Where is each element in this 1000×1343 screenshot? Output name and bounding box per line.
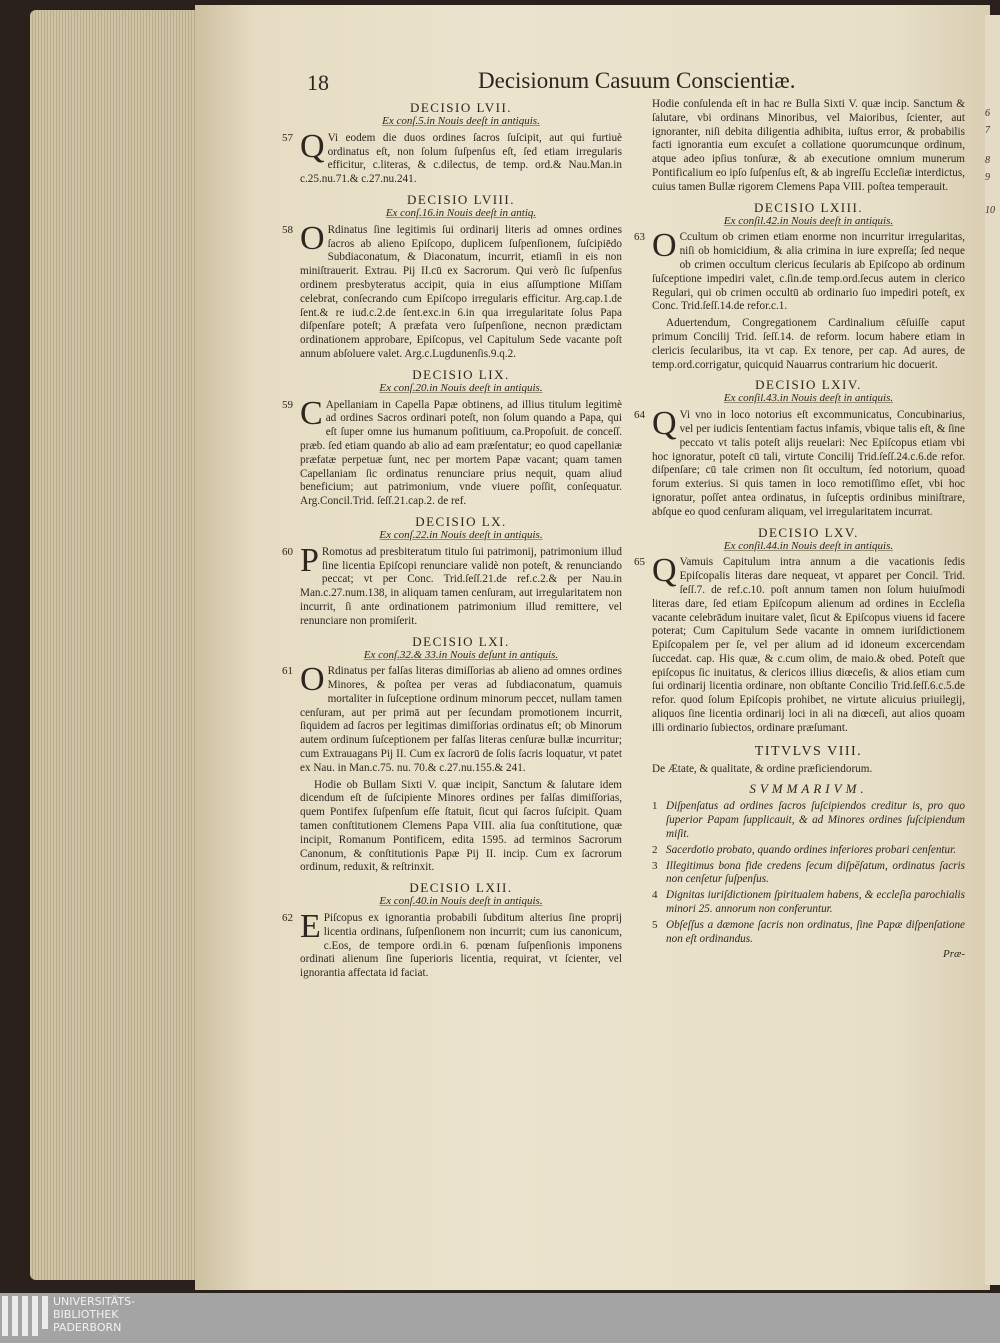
drop-initial: O [652, 227, 677, 265]
drop-initial: P [300, 541, 319, 579]
paragraph [634, 227, 965, 314]
decisio-source: Ex conſil.43.in Nouis deeſt in antiquis. [723, 392, 894, 405]
paragraph-text: Aduertendum, Congregationem Cardinalium cēſuiſſe caput primum Concilij Trid. ſeſſ.14. de reform. locum habere etiam in clericis ſecularibus, ita vt cap. Ex tenore, per cap. Ad aures, de temp.ord.corrigatur, quicquid Nauarrus contrarium hic docuerit. [652, 317, 965, 371]
decisio [282, 366, 622, 509]
drop-initial: O [300, 661, 325, 699]
margin-number: 60 [282, 545, 293, 558]
decisio-source: Ex conſ.40.in Nouis deeſt in antiquis. [379, 895, 543, 908]
drop-initial: O [300, 219, 325, 257]
margin-number: 61 [282, 665, 293, 678]
paragraph-text: Rdinatus per falſas literas dimiſſorias ab alieno ad omnes ordines Minores, & poſtea per veras ad ſubdiaconatum, quamuis mortaliter in ſuſceptione ordinum minorum peccet, nullam tamen cenſuram, aut per primā aut per ſecundam promotionem incurrit, ſiquidem ad ſacros per legitimas dimiſſorias ordinatus eſt; ob Minorum autem ordinum ſuſceptionem per falſas literas cenſuræ bullæ incurritur; cum Extrauagans Pij II. Cum ex ſacrorū de ſolis ſacris loquatur, vt patet ex Nau. in Man.c.75. nu. 70.& c.27.nu.155.& 241. [300, 665, 622, 774]
paragraph-text: Rdinatus ſine legitimis ſui ordinarij literis ad omnes ordines ſacros ab alieno Epiſcopo, duplicem ſuſpenſionem, ſuſcipiēdo Subdiaconatum, & Diaconatum, incurrit, etiamſi in eis non miniſtrauerit. Extrau. Pij II.cū ex Sacrorum. Qui verò ſic ſuſpenſus ordinem presbyteratus accipit, quia in eius aſſumptione Miſſam celebrat, conſecrando cum Epiſcopo irregularis efficitur. Arg.cap.1.de ſent.& re iud.c.2.de ſent.exc.in 6.in qua irregularitate ſolus Papa diſpenſare poteſt; A præfata vero ſuſpenſione, necnon prædictam ordinationem approbare, Epiſcopus, vel Capitulum Sede vacante poſt annum abſoluere valet. Arg.c.Lugdunenſis.9.q.2. [300, 223, 622, 360]
paragraph-text: Vi vno in loco notorius eſt excommunicatus, Concubinarius, vel per iudicis ſententiam factus infamis, vbique talis eſt, & ſine peccato vt talis poteſt alijs reuelari: Nec Epiſcopus etiam vbi hoc ignoratur, poteſt cū tali, virtute Concilij Trid.ſeſſ.24.c.6.de refor. diſpenſare; cū tale crimen non ſit occultum, ſed notorium, quoad forum exterius. Si quis tamen in loco remotiſſimo eſſet, vbi hoc ignoratur, poſſet antea ordinatus, in ſuſceptis ordinibus miniſtrare, abſque eo quod cenſuram aliquam, vel irregularitatem incurrat. [652, 409, 965, 518]
decisio-heading: DECISIO LXI. [412, 633, 510, 649]
paragraph-text: Romotus ad presbiteratum titulo ſui patrimonij, patrimonium illud ſine licentia Epiſcopi renunciare validè non poteſt, & renunciando peccat; vt per Conc. Trid.ſeſſ.21.de ref.c.2.& per Nau.in Man.c.27.num.138, in aliquam tamen cenſuram, aut irregularitatem non incurrit, ſi ante ordinationem patrimonium illud remittere, vel renunciare non promiſerit. [300, 545, 622, 627]
item-text: Dignitas iuriſdictionem ſpiritualem habens, & eccleſia parochialis minori 25. annorum non conferuntur. [666, 889, 965, 916]
logo-line: PADERBORN [53, 1321, 122, 1334]
summary-item [652, 860, 965, 888]
paragraph [282, 219, 622, 362]
decisio-source: Ex conſ.16.in Nouis deeſt in antiq. [385, 206, 537, 219]
drop-initial: Q [652, 405, 677, 443]
facing-margin-number: 10 [985, 205, 995, 216]
paragraph [634, 405, 965, 519]
paragraph [282, 541, 622, 629]
summary-item [652, 919, 965, 947]
logo-line: BIBLIOTHEK [53, 1308, 119, 1321]
margin-number: 64 [634, 409, 645, 422]
paragraph-text: Vi eodem die duos ordines ſacros ſuſcipit, aut qui furtiuè ordinatus eſt, non ſolum ſuſpenſus eſt, ſed etiam irregularis efficitur, c.literas, & c.dilectus, de temp. ord.& Nau.Man.in c.25.nu.71.& c.27.nu.241. [300, 131, 622, 186]
decisio-heading: DECISIO LVII. [409, 100, 513, 115]
decisio-heading: DECISIO LXV. [758, 524, 859, 540]
paragraph-text: Vamuis Capitulum intra annum a die vacationis ſedis Epiſcopalis literas dare nequeat, vt apparet per Concil. Trid. ſeſſ.7. de ref.c.10. poſt annum tamen non ſolum huiuſmodi literas dare, ſed etiam Epiſcopum alienum ad ordines in Eccleſia vacante celebrādum inuitare valet, ſicut & Epiſcopus viuens id facere poterat; Cum Capitulum Sede vacante in omnem iuriſdictionem Epiſcopalem per ſe, vel per alium ad id idoneum excercendam ſuccedat. cap. His quæ, & c.cum olim, de maio.& obed. Poteſt que epiſcopus ſic inuitatus, & clericos illius diœceſis, & alios etiam cum ſui ordinarij licentia ordinare, non obſtante Concilio Trid.ſeſſ.6.c.5.de refor. quod ſolum Epiſcopis prohibet, ne virtute alicuius priuilegij, aliquos ſine licentia ordinarij loci in ali na diœceſi, aut alios quoam illi ordinario ſubiectos, ordinare præſumant. [652, 556, 965, 734]
paragraph-text: Apellaniam in Capella Papæ obtinens, ad illius titulum legitimè ad ordines Sacros ordinari poteſt, non ſolum quando a Papa, qui eſt ſuper omne ius humanum poſitiuum, ca.Propoſuit. de conceſſ. præb. ſed etiam quando ab alio ad eam præſentatur; eo quod capellaniæ præfatæ perpetuæ ſunt, nec per mortem Papæ vacant; quam tamen Capellaniam ſic ordinatus renunciare prius nequit, quam aliud beneficium; aut patrimonium, vnde viuere poſſit, conſequatur. Arg.Concil.Trid. ſeſſ.21.cap.2. de ref. [300, 398, 622, 508]
right-column [634, 95, 965, 962]
item-number: 2 [652, 843, 658, 856]
decisio [282, 513, 622, 629]
running-title: Decisionum Casuum Conscientiæ. [478, 68, 796, 93]
summarium-list [652, 800, 965, 946]
paragraph [652, 98, 965, 195]
left-column [282, 95, 622, 983]
decisio-heading: DECISIO LX. [415, 513, 507, 529]
decisio-heading: DECISIO LXIV. [755, 377, 862, 393]
summary-item [652, 889, 965, 917]
titulus-section [652, 744, 965, 963]
titulus-subtitle: De Ætate, & qualitate, & ordine præficiendorum. [652, 762, 873, 775]
decisio [634, 524, 965, 736]
decisio [282, 633, 622, 876]
titulus-heading: TITVLVS VIII. [754, 743, 863, 759]
decisio [282, 191, 622, 362]
facing-margin-number: 7 [985, 125, 990, 136]
paragraph [282, 908, 622, 981]
paragraph [652, 317, 965, 372]
decisio-heading: DECISIO LIX. [412, 366, 510, 382]
item-text: Diſpenſatus ad ordines ſacros ſuſcipiendos creditur is, pro quo ſuperior Papam ſupplicauit, & ad Minores ordines ſuſcipiendum miſit. [666, 800, 965, 841]
paragraph-text: Hodie conſulenda eſt in hac re Bulla Sixti V. quæ incip. Sanctum & ſalutare, vbi ordinans Minoribus, vel Maioribus, ſcienter, aut ignoranter, niſi debita diligentia adhibita, iuſtus error, & probabilis facti ignorantia eum excuſet a collatione quorumcunque ordinum, atque adeo ipſius tonſuræ, & ab executione omnium munerum Pontificalium eo ipſo ſuſpenſus eſt, & ab ingreſſu Eccleſiæ interdictus, cuius tamen Bullæ rigorem Clemens Papa VIII. poſtea temperauit. [652, 98, 965, 193]
margin-number: 62 [282, 912, 293, 925]
paragraph [300, 779, 622, 876]
page-number: 18 [307, 70, 329, 95]
drop-initial: E [300, 908, 321, 946]
decisio-source: Ex conſ.22.in Nouis deeſt in antiquis. [379, 528, 543, 541]
footer-bar [0, 1293, 1000, 1343]
decisio [282, 100, 622, 187]
library-logo-icon [2, 1296, 52, 1336]
decisio-heading: DECISIO LVIII. [407, 191, 515, 207]
decisio-source: Ex conſ.5.in Nouis deeſt in antiquis. [382, 115, 540, 127]
item-number: 4 [652, 889, 658, 902]
paragraph [282, 394, 622, 509]
paragraph-text: Ccultum ob crimen etiam enorme non incurritur irregularitas, niſi ob homicidium, & alia crimina in iure expreſſa; ſed neque ob crimen occultum clericus ſecularis ab Epiſcopo ab ordinum ſuſceptione impediri valet, c.ſin.de temp.ord.ſecus autem in clerico Regulari, qui ob crimen occultū ab ordinario ſuo impediri poteſt, ex Conc. Trid.ſeſſ.14.de refor.c.1. [652, 231, 965, 313]
facing-margin-number: 9 [985, 172, 990, 183]
drop-initial: Q [652, 552, 677, 590]
drop-initial: C [300, 394, 323, 432]
decisio [634, 377, 965, 519]
decisio-source: Ex conſil.42.in Nouis deeſt in antiquis. [723, 214, 894, 227]
margin-number: 58 [282, 223, 293, 236]
margin-number: 59 [282, 398, 293, 411]
drop-initial: Q [300, 127, 325, 165]
item-text: Illegitimus bona fide credens ſecum diſpēſatum, ordinatus ſacris non cenſetur ſuſpenſus. [666, 859, 965, 886]
book-page-edges [30, 10, 205, 1280]
logo-line: UNIVERSITÄTS- [53, 1295, 136, 1308]
facing-margin-number: 8 [985, 155, 990, 166]
decisio [282, 880, 622, 981]
margin-number: 63 [634, 231, 645, 244]
margin-number: 57 [282, 131, 293, 144]
paragraph-text: Piſcopus ex ignorantia probabili ſubditum alterius ſine proprij licentia ordinans, ſuſpenſionem non incurrit; cum ius canonicum, c.Eos, de tempore ordi.in 6. pœnam ſuſpenſionis imponens ordinati alienum ſine ſuperioris licentia, requirat, vt ſcienter, vel ignorantia affectata id faciat. [300, 912, 622, 980]
item-text: Obſeſſus a dæmone ſacris non ordinatus, ſine Papæ diſpenſatione non eſt ordinandus. [666, 918, 965, 945]
library-logo-text [53, 1295, 135, 1334]
paragraph [634, 552, 965, 735]
catchword: Præ- [943, 948, 965, 961]
item-text: Sacerdotio probato, quando ordines inferiores probari cenſentur. [666, 843, 957, 856]
decisio-heading: DECISIO LXIII. [753, 199, 864, 215]
item-number: 3 [652, 859, 658, 872]
summarium-heading: SVMMARIVM. [749, 781, 868, 797]
item-number: 1 [652, 800, 658, 813]
paragraph-text: Hodie ob Bullam Sixti V. quæ incipit, Sanctum & ſalutare idem dicendum eſt de ſuſcipiente Minores ordines per falſas dimiſſorias, quem Pontifex ſuſpenſum eſſe ſtatuit, ſicut qui ſacros ſuſcipit. Quam tamen conſtitutionem Clemens Papa VIII. alia ſua conſtitutione, quæ incipit, Romanum Pontificem, edita 1595. ad terminos Sacrorum Canonum, & conſtitutionis Papæ Pij II. incip. Cum ex ſacrorum ordinum, reduxit, & reſtrinxit. [300, 778, 622, 874]
decisio [634, 199, 965, 373]
decisio-source: Ex conſ.20.in Nouis deeſt in antiquis. [379, 381, 543, 394]
paragraph [282, 127, 622, 187]
summary-item [652, 844, 965, 858]
item-number: 5 [652, 918, 658, 931]
margin-number: 65 [634, 556, 645, 569]
right-decisions [634, 199, 965, 736]
facing-margin-number: 6 [985, 108, 990, 119]
decisio-source: Ex conſ.32.& 33.in Nouis deſunt in antiquis. [363, 648, 559, 661]
decisio-source: Ex conſil.44.in Nouis deeſt in antiquis. [723, 539, 894, 552]
summary-item [652, 800, 965, 841]
decisio-heading: DECISIO LXII. [409, 880, 513, 896]
paragraph [282, 661, 622, 775]
